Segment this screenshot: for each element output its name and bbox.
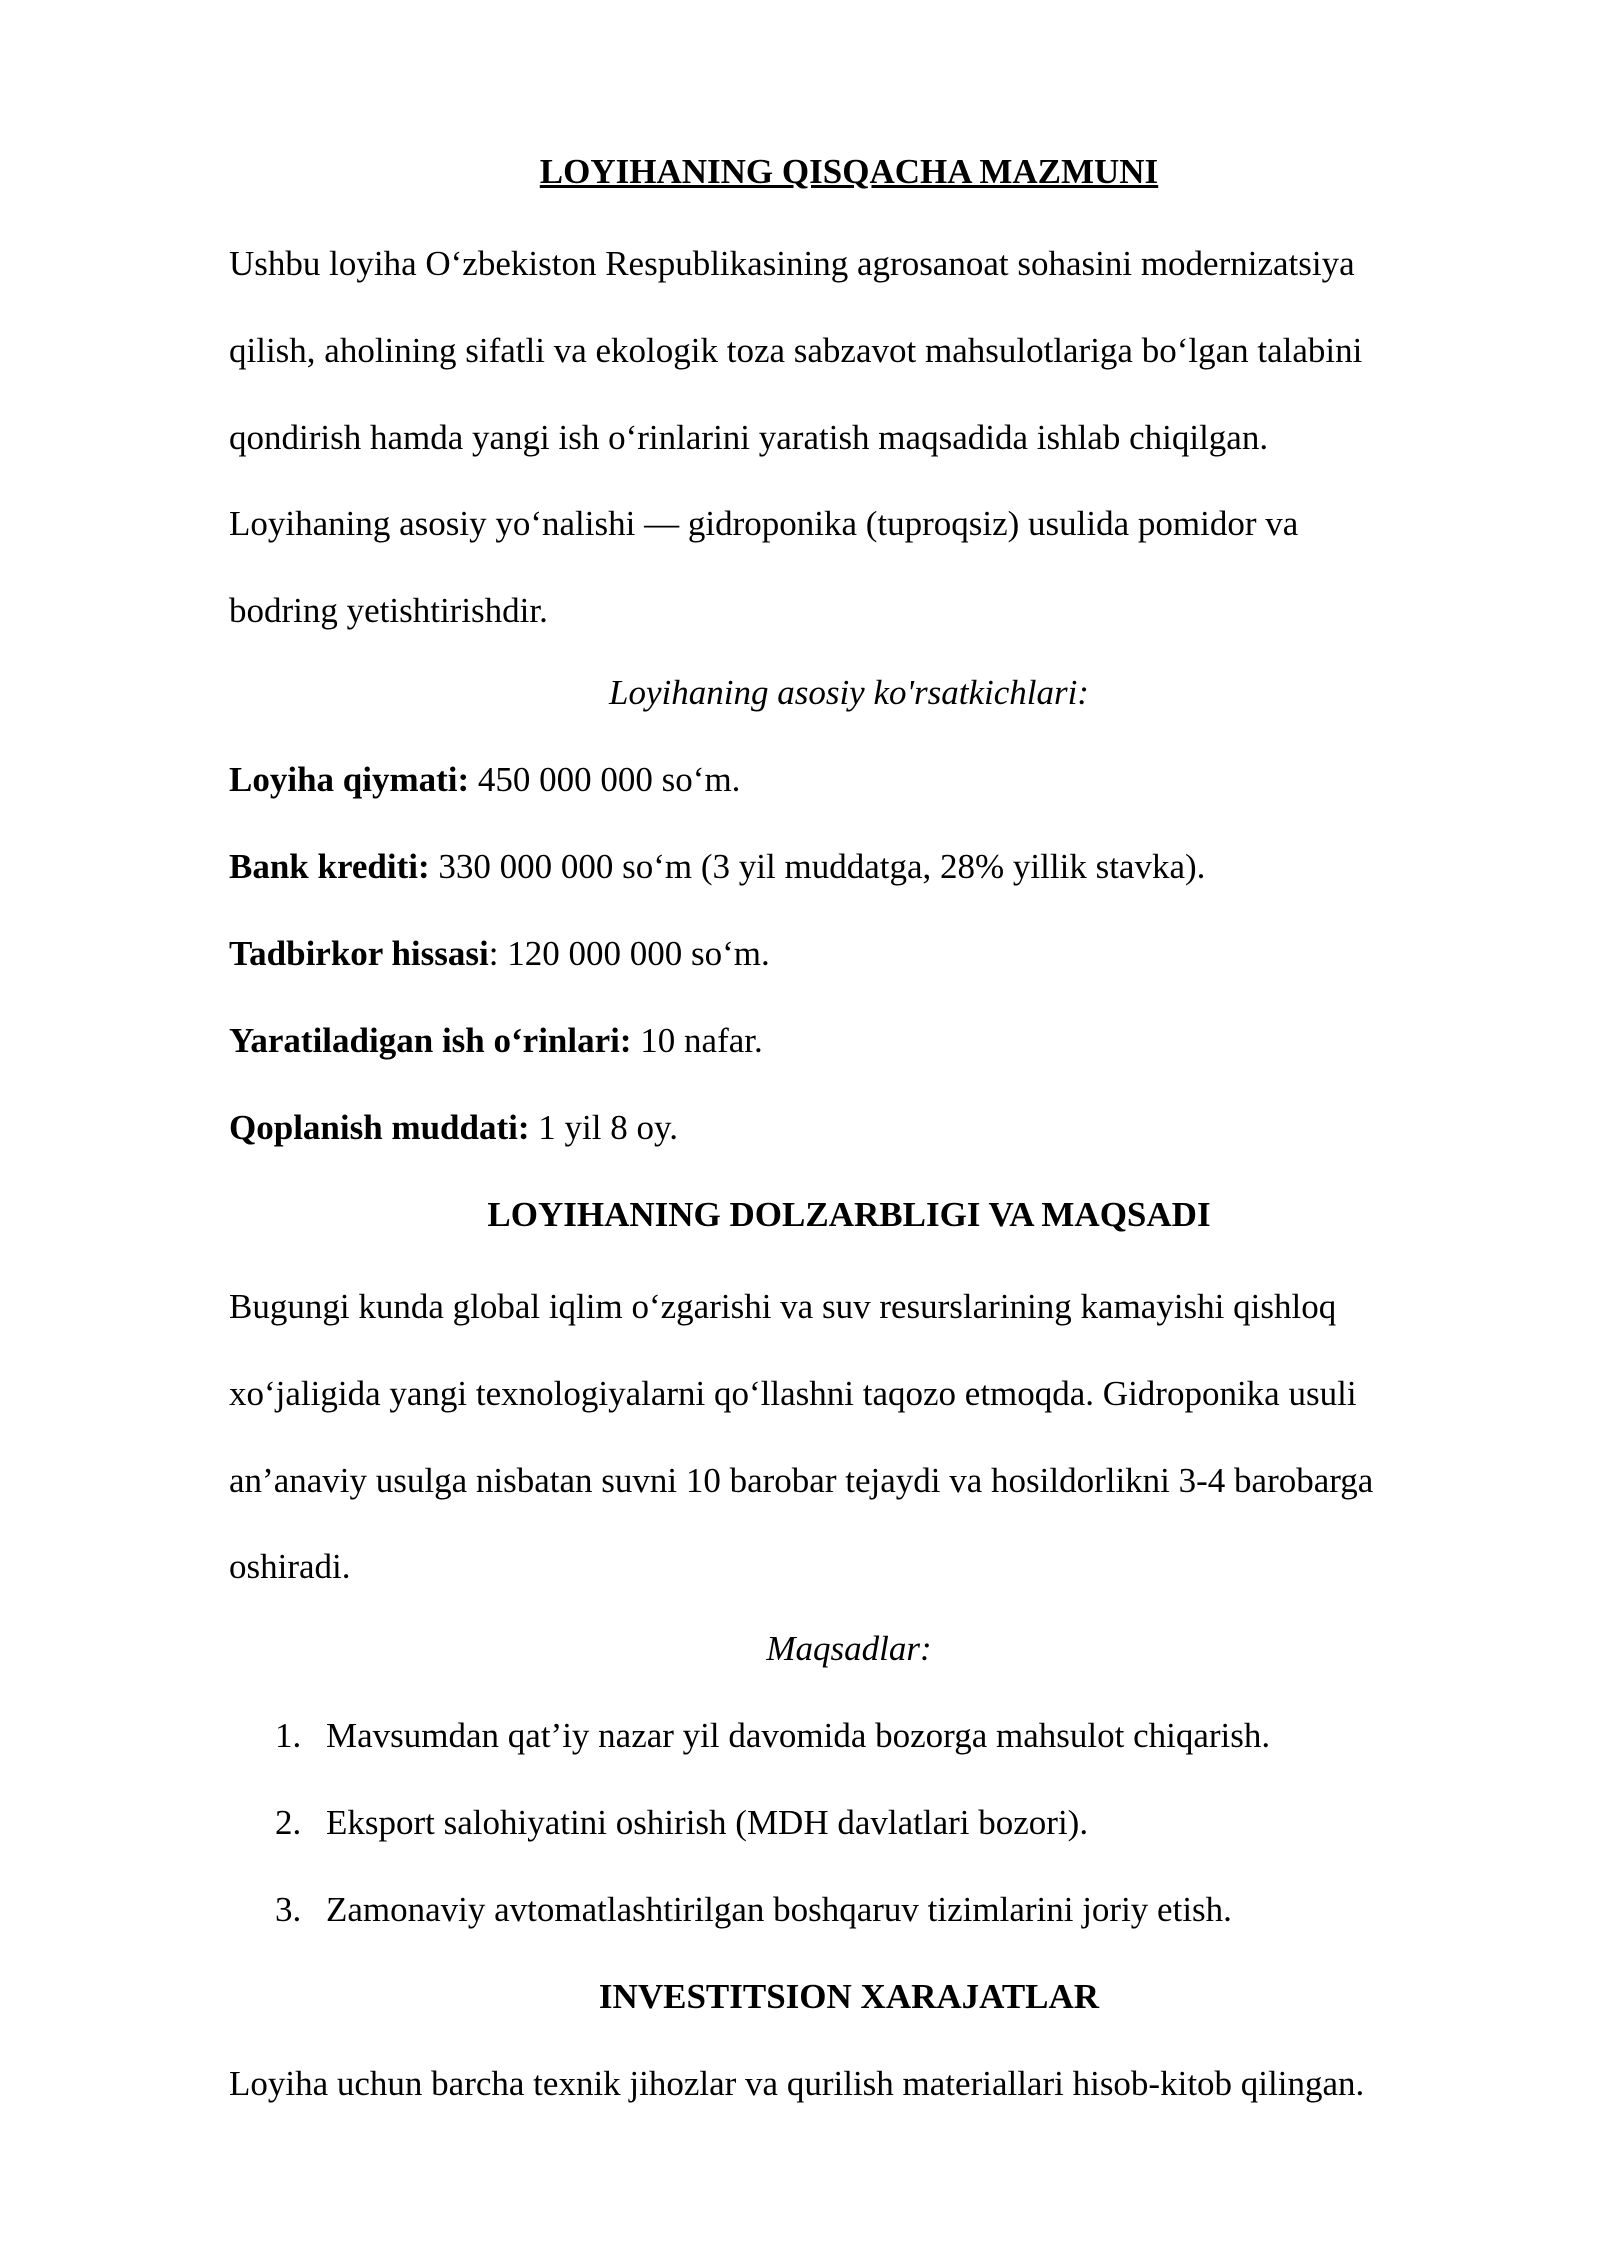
paragraph-line: qilish, aholining sifatli va ekologik toza sabzavot mahsulotlariga bo‘lgan talabini xyxy=(229,330,1363,370)
summary-paragraph xyxy=(229,221,1469,655)
indicator-label: Bank krediti: xyxy=(229,847,430,886)
list-text: Eksport salohiyatini oshirish (MDH davlatlari bozori). xyxy=(326,1803,1089,1842)
indicator-value: : 120 000 000 so‘m. xyxy=(488,934,770,973)
paragraph-line: Bugungi kunda global iqlim o‘zgarishi va suv resurslarining kamayishi qishloq xyxy=(229,1287,1337,1326)
indicator-bank-credit xyxy=(229,847,1469,887)
list-number: 3. xyxy=(275,1890,302,1929)
list-text: Mavsumdan qat’iy nazar yil davomida bozorga mahsulot chiqarish. xyxy=(326,1716,1271,1755)
paragraph-line: qondirish hamda yangi ish o‘rinlarini yaratish maqsadida ishlab chiqilgan. xyxy=(229,417,1269,457)
indicator-label: Yaratiladigan ish o‘rinlari: xyxy=(229,1021,632,1060)
paragraph-line: xo‘jaligida yangi texnologiyalarni qo‘llashni taqozo etmoqda. Gidroponika usuli xyxy=(229,1373,1357,1413)
paragraph-line: oshiradi. xyxy=(229,1547,351,1587)
section-title-relevance: LOYIHANING DOLZARBLIGI VA MAQSADI xyxy=(487,1195,1211,1234)
paragraph-line: Loyihaning asosiy yo‘nalishi — gidroponika (tuproqsiz) usulida pomidor va xyxy=(229,504,1299,544)
indicators-subheading: Loyihaning asosiy ko'rsatkichlari: xyxy=(609,673,1089,712)
section-title-summary: LOYIHANING QISQACHA MAZMUNI xyxy=(539,152,1159,191)
indicator-cost xyxy=(229,760,1469,800)
investment-paragraph: Loyiha uchun barcha texnik jihozlar va qurilish materiallari hisob-kitob qilingan. xyxy=(229,2064,1365,2103)
indicator-label: Qoplanish muddati: xyxy=(229,1108,530,1147)
section-title-investment: INVESTITSION XARAJATLAR xyxy=(598,1977,1100,2016)
indicator-value: 10 nafar. xyxy=(631,1021,763,1060)
paragraph-line: bodring yetishtirishdir. xyxy=(229,591,548,631)
list-number: 1. xyxy=(275,1716,302,1755)
goals-subheading: Maqsadlar: xyxy=(766,1629,932,1668)
list-number: 2. xyxy=(275,1803,302,1842)
relevance-paragraph xyxy=(229,1264,1469,1611)
indicator-label: Tadbirkor hissasi xyxy=(229,934,489,973)
indicator-label: Loyiha qiymati: xyxy=(229,760,470,799)
indicator-jobs xyxy=(229,1021,1469,1061)
indicator-value: 450 000 000 so‘m. xyxy=(469,760,741,799)
paragraph-line: Ushbu loyiha O‘zbekiston Respublikasining agrosanoat sohasini modernizatsiya xyxy=(229,244,1355,283)
indicator-value: 330 000 000 so‘m (3 yil muddatga, 28% yillik stavka). xyxy=(429,847,1206,886)
indicator-value: 1 yil 8 oy. xyxy=(529,1108,678,1147)
indicator-payback xyxy=(229,1108,1469,1148)
list-text: Zamonaviy avtomatlashtirilgan boshqaruv tizimlarini joriy etish. xyxy=(326,1890,1232,1929)
indicator-entrepreneur-share xyxy=(229,934,1469,974)
paragraph-line: an’anaviy usulga nisbatan suvni 10 barobar tejaydi va hosildorlikni 3-4 barobarga xyxy=(229,1460,1374,1500)
